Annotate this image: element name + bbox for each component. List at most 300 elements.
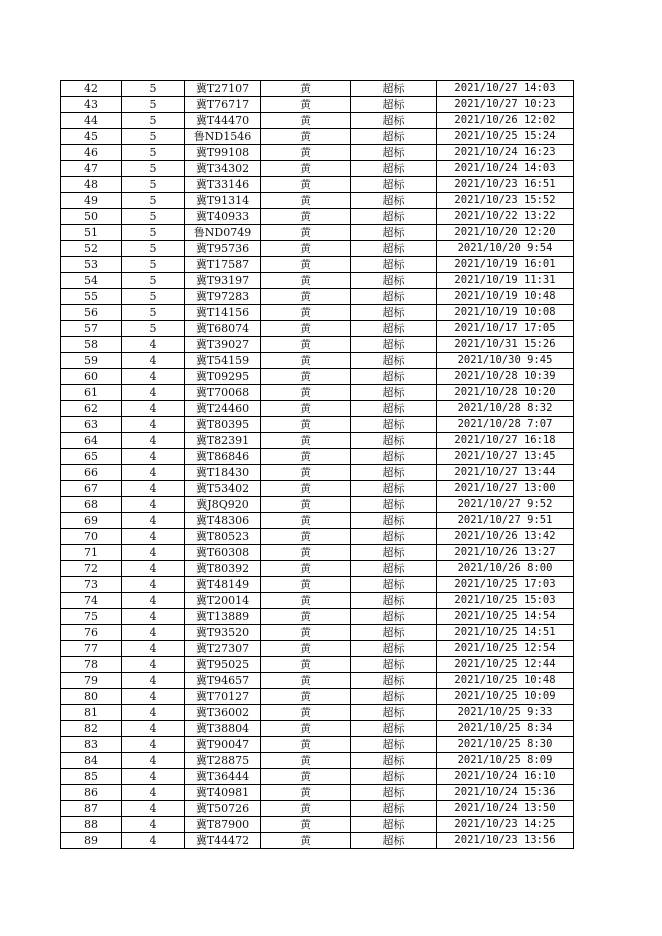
count-cell: 4 bbox=[122, 497, 185, 513]
plate-color-cell: 黄 bbox=[261, 689, 351, 705]
plate-number-cell: 冀T70068 bbox=[185, 385, 261, 401]
plate-color-cell: 黄 bbox=[261, 545, 351, 561]
count-cell: 5 bbox=[122, 81, 185, 97]
count-cell: 5 bbox=[122, 273, 185, 289]
plate-number-cell: 冀T97283 bbox=[185, 289, 261, 305]
table-row bbox=[61, 161, 574, 177]
datetime-cell: 2021/10/27 9:51 bbox=[437, 513, 574, 529]
datetime-cell: 2021/10/25 17:03 bbox=[437, 577, 574, 593]
table-row bbox=[61, 657, 574, 673]
table-row bbox=[61, 593, 574, 609]
status-cell: 超标 bbox=[351, 737, 437, 753]
status-cell: 超标 bbox=[351, 321, 437, 337]
datetime-cell: 2021/10/25 12:54 bbox=[437, 641, 574, 657]
row-number-cell: 85 bbox=[61, 769, 122, 785]
count-cell: 4 bbox=[122, 449, 185, 465]
row-number-cell: 68 bbox=[61, 497, 122, 513]
plate-number-cell: 冀T80395 bbox=[185, 417, 261, 433]
plate-color-cell: 黄 bbox=[261, 113, 351, 129]
table-row bbox=[61, 289, 574, 305]
datetime-cell: 2021/10/22 13:22 bbox=[437, 209, 574, 225]
table-row bbox=[61, 513, 574, 529]
status-cell: 超标 bbox=[351, 465, 437, 481]
count-cell: 4 bbox=[122, 545, 185, 561]
plate-number-cell: 冀T34302 bbox=[185, 161, 261, 177]
count-cell: 5 bbox=[122, 129, 185, 145]
datetime-cell: 2021/10/27 14:03 bbox=[437, 81, 574, 97]
row-number-cell: 43 bbox=[61, 97, 122, 113]
datetime-cell: 2021/10/25 8:30 bbox=[437, 737, 574, 753]
plate-number-cell: 冀T86846 bbox=[185, 449, 261, 465]
table-row bbox=[61, 369, 574, 385]
datetime-cell: 2021/10/25 10:09 bbox=[437, 689, 574, 705]
plate-number-cell: 冀T09295 bbox=[185, 369, 261, 385]
datetime-cell: 2021/10/28 8:32 bbox=[437, 401, 574, 417]
plate-color-cell: 黄 bbox=[261, 241, 351, 257]
datetime-cell: 2021/10/28 7:07 bbox=[437, 417, 574, 433]
status-cell: 超标 bbox=[351, 113, 437, 129]
table-row bbox=[61, 177, 574, 193]
datetime-cell: 2021/10/25 12:44 bbox=[437, 657, 574, 673]
count-cell: 4 bbox=[122, 753, 185, 769]
plate-color-cell: 黄 bbox=[261, 465, 351, 481]
datetime-cell: 2021/10/25 14:54 bbox=[437, 609, 574, 625]
table-row bbox=[61, 433, 574, 449]
status-cell: 超标 bbox=[351, 705, 437, 721]
status-cell: 超标 bbox=[351, 513, 437, 529]
plate-color-cell: 黄 bbox=[261, 529, 351, 545]
row-number-cell: 62 bbox=[61, 401, 122, 417]
plate-color-cell: 黄 bbox=[261, 145, 351, 161]
plate-number-cell: 冀T39027 bbox=[185, 337, 261, 353]
row-number-cell: 82 bbox=[61, 721, 122, 737]
plate-color-cell: 黄 bbox=[261, 673, 351, 689]
table-row bbox=[61, 193, 574, 209]
plate-color-cell: 黄 bbox=[261, 817, 351, 833]
datetime-cell: 2021/10/23 15:52 bbox=[437, 193, 574, 209]
row-number-cell: 49 bbox=[61, 193, 122, 209]
status-cell: 超标 bbox=[351, 129, 437, 145]
row-number-cell: 59 bbox=[61, 353, 122, 369]
plate-color-cell: 黄 bbox=[261, 401, 351, 417]
plate-color-cell: 黄 bbox=[261, 705, 351, 721]
table-row bbox=[61, 609, 574, 625]
count-cell: 5 bbox=[122, 321, 185, 337]
plate-number-cell: 冀T38804 bbox=[185, 721, 261, 737]
plate-number-cell: 冀T70127 bbox=[185, 689, 261, 705]
plate-number-cell: 冀T93197 bbox=[185, 273, 261, 289]
status-cell: 超标 bbox=[351, 369, 437, 385]
table-row bbox=[61, 721, 574, 737]
row-number-cell: 65 bbox=[61, 449, 122, 465]
status-cell: 超标 bbox=[351, 545, 437, 561]
status-cell: 超标 bbox=[351, 609, 437, 625]
row-number-cell: 86 bbox=[61, 785, 122, 801]
plate-color-cell: 黄 bbox=[261, 369, 351, 385]
status-cell: 超标 bbox=[351, 161, 437, 177]
plate-number-cell: 冀T33146 bbox=[185, 177, 261, 193]
count-cell: 4 bbox=[122, 689, 185, 705]
status-cell: 超标 bbox=[351, 193, 437, 209]
datetime-cell: 2021/10/25 8:34 bbox=[437, 721, 574, 737]
status-cell: 超标 bbox=[351, 305, 437, 321]
status-cell: 超标 bbox=[351, 241, 437, 257]
count-cell: 5 bbox=[122, 113, 185, 129]
datetime-cell: 2021/10/26 12:02 bbox=[437, 113, 574, 129]
plate-color-cell: 黄 bbox=[261, 737, 351, 753]
count-cell: 4 bbox=[122, 561, 185, 577]
plate-number-cell: 冀T14156 bbox=[185, 305, 261, 321]
datetime-cell: 2021/10/28 10:20 bbox=[437, 385, 574, 401]
count-cell: 4 bbox=[122, 353, 185, 369]
count-cell: 5 bbox=[122, 241, 185, 257]
plate-number-cell: 冀T87900 bbox=[185, 817, 261, 833]
plate-number-cell: 冀T60308 bbox=[185, 545, 261, 561]
plate-color-cell: 黄 bbox=[261, 209, 351, 225]
row-number-cell: 66 bbox=[61, 465, 122, 481]
plate-number-cell: 冀T99108 bbox=[185, 145, 261, 161]
table-row bbox=[61, 97, 574, 113]
row-number-cell: 77 bbox=[61, 641, 122, 657]
plate-number-cell: 冀T93520 bbox=[185, 625, 261, 641]
datetime-cell: 2021/10/27 10:23 bbox=[437, 97, 574, 113]
status-cell: 超标 bbox=[351, 593, 437, 609]
datetime-cell: 2021/10/25 14:51 bbox=[437, 625, 574, 641]
plate-color-cell: 黄 bbox=[261, 353, 351, 369]
row-number-cell: 46 bbox=[61, 145, 122, 161]
plate-number-cell: 冀T40933 bbox=[185, 209, 261, 225]
count-cell: 4 bbox=[122, 673, 185, 689]
datetime-cell: 2021/10/23 14:25 bbox=[437, 817, 574, 833]
row-number-cell: 44 bbox=[61, 113, 122, 129]
table-row bbox=[61, 81, 574, 97]
datetime-cell: 2021/10/25 15:24 bbox=[437, 129, 574, 145]
row-number-cell: 64 bbox=[61, 433, 122, 449]
status-cell: 超标 bbox=[351, 833, 437, 849]
plate-number-cell: 冀T17587 bbox=[185, 257, 261, 273]
datetime-cell: 2021/10/19 16:01 bbox=[437, 257, 574, 273]
datetime-cell: 2021/10/26 13:42 bbox=[437, 529, 574, 545]
plate-color-cell: 黄 bbox=[261, 289, 351, 305]
count-cell: 4 bbox=[122, 577, 185, 593]
row-number-cell: 72 bbox=[61, 561, 122, 577]
table-row bbox=[61, 817, 574, 833]
plate-number-cell: 冀T50726 bbox=[185, 801, 261, 817]
plate-color-cell: 黄 bbox=[261, 193, 351, 209]
count-cell: 4 bbox=[122, 529, 185, 545]
count-cell: 4 bbox=[122, 657, 185, 673]
table-row bbox=[61, 481, 574, 497]
data-table bbox=[60, 80, 574, 849]
row-number-cell: 61 bbox=[61, 385, 122, 401]
count-cell: 5 bbox=[122, 257, 185, 273]
row-number-cell: 88 bbox=[61, 817, 122, 833]
plate-color-cell: 黄 bbox=[261, 609, 351, 625]
table-body bbox=[61, 81, 574, 849]
count-cell: 4 bbox=[122, 641, 185, 657]
table-row bbox=[61, 753, 574, 769]
plate-number-cell: 冀T82391 bbox=[185, 433, 261, 449]
datetime-cell: 2021/10/27 13:44 bbox=[437, 465, 574, 481]
count-cell: 5 bbox=[122, 209, 185, 225]
table-row bbox=[61, 417, 574, 433]
status-cell: 超标 bbox=[351, 657, 437, 673]
plate-color-cell: 黄 bbox=[261, 481, 351, 497]
row-number-cell: 79 bbox=[61, 673, 122, 689]
plate-color-cell: 黄 bbox=[261, 497, 351, 513]
plate-color-cell: 黄 bbox=[261, 449, 351, 465]
status-cell: 超标 bbox=[351, 81, 437, 97]
datetime-cell: 2021/10/20 9:54 bbox=[437, 241, 574, 257]
plate-number-cell: 冀T95025 bbox=[185, 657, 261, 673]
count-cell: 4 bbox=[122, 817, 185, 833]
plate-number-cell: 冀T54159 bbox=[185, 353, 261, 369]
table-row bbox=[61, 225, 574, 241]
count-cell: 4 bbox=[122, 721, 185, 737]
datetime-cell: 2021/10/24 16:23 bbox=[437, 145, 574, 161]
status-cell: 超标 bbox=[351, 273, 437, 289]
plate-color-cell: 黄 bbox=[261, 657, 351, 673]
table-row bbox=[61, 497, 574, 513]
row-number-cell: 78 bbox=[61, 657, 122, 673]
plate-color-cell: 黄 bbox=[261, 321, 351, 337]
plate-number-cell: 冀T28875 bbox=[185, 753, 261, 769]
plate-color-cell: 黄 bbox=[261, 721, 351, 737]
status-cell: 超标 bbox=[351, 753, 437, 769]
plate-color-cell: 黄 bbox=[261, 641, 351, 657]
plate-color-cell: 黄 bbox=[261, 753, 351, 769]
plate-number-cell: 冀T95736 bbox=[185, 241, 261, 257]
row-number-cell: 60 bbox=[61, 369, 122, 385]
row-number-cell: 81 bbox=[61, 705, 122, 721]
datetime-cell: 2021/10/27 13:00 bbox=[437, 481, 574, 497]
count-cell: 4 bbox=[122, 481, 185, 497]
datetime-cell: 2021/10/25 15:03 bbox=[437, 593, 574, 609]
datetime-cell: 2021/10/17 17:05 bbox=[437, 321, 574, 337]
table-row bbox=[61, 401, 574, 417]
plate-number-cell: 冀T90047 bbox=[185, 737, 261, 753]
status-cell: 超标 bbox=[351, 769, 437, 785]
plate-color-cell: 黄 bbox=[261, 801, 351, 817]
table-row bbox=[61, 785, 574, 801]
status-cell: 超标 bbox=[351, 225, 437, 241]
count-cell: 4 bbox=[122, 833, 185, 849]
plate-number-cell: 冀T53402 bbox=[185, 481, 261, 497]
status-cell: 超标 bbox=[351, 625, 437, 641]
table-row bbox=[61, 337, 574, 353]
count-cell: 5 bbox=[122, 161, 185, 177]
datetime-cell: 2021/10/26 8:00 bbox=[437, 561, 574, 577]
plate-color-cell: 黄 bbox=[261, 513, 351, 529]
count-cell: 4 bbox=[122, 385, 185, 401]
datetime-cell: 2021/10/27 13:45 bbox=[437, 449, 574, 465]
datetime-cell: 2021/10/27 16:18 bbox=[437, 433, 574, 449]
table-row bbox=[61, 833, 574, 849]
datetime-cell: 2021/10/26 13:27 bbox=[437, 545, 574, 561]
plate-color-cell: 黄 bbox=[261, 337, 351, 353]
row-number-cell: 45 bbox=[61, 129, 122, 145]
status-cell: 超标 bbox=[351, 497, 437, 513]
status-cell: 超标 bbox=[351, 177, 437, 193]
row-number-cell: 67 bbox=[61, 481, 122, 497]
table-row bbox=[61, 129, 574, 145]
table-row bbox=[61, 737, 574, 753]
count-cell: 5 bbox=[122, 193, 185, 209]
plate-number-cell: 鲁ND1546 bbox=[185, 129, 261, 145]
count-cell: 4 bbox=[122, 785, 185, 801]
table-row bbox=[61, 673, 574, 689]
status-cell: 超标 bbox=[351, 417, 437, 433]
row-number-cell: 55 bbox=[61, 289, 122, 305]
row-number-cell: 70 bbox=[61, 529, 122, 545]
table-row bbox=[61, 305, 574, 321]
plate-number-cell: 冀T68074 bbox=[185, 321, 261, 337]
plate-number-cell: 冀T48306 bbox=[185, 513, 261, 529]
row-number-cell: 71 bbox=[61, 545, 122, 561]
table-row bbox=[61, 273, 574, 289]
plate-number-cell: 冀T94657 bbox=[185, 673, 261, 689]
plate-color-cell: 黄 bbox=[261, 161, 351, 177]
table-row bbox=[61, 257, 574, 273]
table-row bbox=[61, 449, 574, 465]
table-row bbox=[61, 561, 574, 577]
row-number-cell: 54 bbox=[61, 273, 122, 289]
plate-color-cell: 黄 bbox=[261, 273, 351, 289]
plate-color-cell: 黄 bbox=[261, 577, 351, 593]
plate-color-cell: 黄 bbox=[261, 81, 351, 97]
count-cell: 4 bbox=[122, 417, 185, 433]
datetime-cell: 2021/10/24 14:03 bbox=[437, 161, 574, 177]
count-cell: 4 bbox=[122, 433, 185, 449]
datetime-cell: 2021/10/19 11:31 bbox=[437, 273, 574, 289]
row-number-cell: 83 bbox=[61, 737, 122, 753]
table-row bbox=[61, 689, 574, 705]
status-cell: 超标 bbox=[351, 257, 437, 273]
row-number-cell: 58 bbox=[61, 337, 122, 353]
plate-number-cell: 冀T80523 bbox=[185, 529, 261, 545]
status-cell: 超标 bbox=[351, 577, 437, 593]
row-number-cell: 48 bbox=[61, 177, 122, 193]
status-cell: 超标 bbox=[351, 385, 437, 401]
status-cell: 超标 bbox=[351, 401, 437, 417]
plate-color-cell: 黄 bbox=[261, 593, 351, 609]
row-number-cell: 80 bbox=[61, 689, 122, 705]
datetime-cell: 2021/10/30 9:45 bbox=[437, 353, 574, 369]
plate-color-cell: 黄 bbox=[261, 833, 351, 849]
status-cell: 超标 bbox=[351, 801, 437, 817]
plate-color-cell: 黄 bbox=[261, 385, 351, 401]
datetime-cell: 2021/10/25 8:09 bbox=[437, 753, 574, 769]
plate-color-cell: 黄 bbox=[261, 129, 351, 145]
datetime-cell: 2021/10/24 16:10 bbox=[437, 769, 574, 785]
status-cell: 超标 bbox=[351, 785, 437, 801]
plate-color-cell: 黄 bbox=[261, 225, 351, 241]
plate-color-cell: 黄 bbox=[261, 177, 351, 193]
row-number-cell: 63 bbox=[61, 417, 122, 433]
count-cell: 5 bbox=[122, 145, 185, 161]
count-cell: 4 bbox=[122, 513, 185, 529]
datetime-cell: 2021/10/19 10:08 bbox=[437, 305, 574, 321]
plate-number-cell: 冀T18430 bbox=[185, 465, 261, 481]
status-cell: 超标 bbox=[351, 817, 437, 833]
row-number-cell: 53 bbox=[61, 257, 122, 273]
plate-number-cell: 冀T36002 bbox=[185, 705, 261, 721]
datetime-cell: 2021/10/31 15:26 bbox=[437, 337, 574, 353]
table-row bbox=[61, 801, 574, 817]
datetime-cell: 2021/10/25 9:33 bbox=[437, 705, 574, 721]
count-cell: 5 bbox=[122, 305, 185, 321]
status-cell: 超标 bbox=[351, 353, 437, 369]
plate-number-cell: 冀J8Q920 bbox=[185, 497, 261, 513]
row-number-cell: 73 bbox=[61, 577, 122, 593]
count-cell: 5 bbox=[122, 225, 185, 241]
plate-number-cell: 冀T20014 bbox=[185, 593, 261, 609]
count-cell: 4 bbox=[122, 705, 185, 721]
table-row bbox=[61, 641, 574, 657]
status-cell: 超标 bbox=[351, 689, 437, 705]
plate-number-cell: 冀T80392 bbox=[185, 561, 261, 577]
datetime-cell: 2021/10/20 12:20 bbox=[437, 225, 574, 241]
row-number-cell: 74 bbox=[61, 593, 122, 609]
row-number-cell: 87 bbox=[61, 801, 122, 817]
plate-number-cell: 冀T44470 bbox=[185, 113, 261, 129]
status-cell: 超标 bbox=[351, 641, 437, 657]
table-row bbox=[61, 321, 574, 337]
plate-color-cell: 黄 bbox=[261, 785, 351, 801]
status-cell: 超标 bbox=[351, 337, 437, 353]
status-cell: 超标 bbox=[351, 721, 437, 737]
row-number-cell: 76 bbox=[61, 625, 122, 641]
datetime-cell: 2021/10/19 10:48 bbox=[437, 289, 574, 305]
status-cell: 超标 bbox=[351, 673, 437, 689]
row-number-cell: 51 bbox=[61, 225, 122, 241]
status-cell: 超标 bbox=[351, 449, 437, 465]
plate-color-cell: 黄 bbox=[261, 417, 351, 433]
table-row bbox=[61, 625, 574, 641]
table-row bbox=[61, 385, 574, 401]
datetime-cell: 2021/10/24 13:50 bbox=[437, 801, 574, 817]
count-cell: 4 bbox=[122, 769, 185, 785]
plate-color-cell: 黄 bbox=[261, 561, 351, 577]
plate-color-cell: 黄 bbox=[261, 97, 351, 113]
datetime-cell: 2021/10/25 10:48 bbox=[437, 673, 574, 689]
row-number-cell: 47 bbox=[61, 161, 122, 177]
table-row bbox=[61, 577, 574, 593]
plate-color-cell: 黄 bbox=[261, 305, 351, 321]
status-cell: 超标 bbox=[351, 209, 437, 225]
plate-color-cell: 黄 bbox=[261, 625, 351, 641]
table-row bbox=[61, 353, 574, 369]
status-cell: 超标 bbox=[351, 433, 437, 449]
status-cell: 超标 bbox=[351, 145, 437, 161]
table-row bbox=[61, 545, 574, 561]
count-cell: 4 bbox=[122, 337, 185, 353]
plate-number-cell: 冀T48149 bbox=[185, 577, 261, 593]
count-cell: 4 bbox=[122, 369, 185, 385]
row-number-cell: 56 bbox=[61, 305, 122, 321]
plate-number-cell: 冀T76717 bbox=[185, 97, 261, 113]
count-cell: 4 bbox=[122, 801, 185, 817]
datetime-cell: 2021/10/23 16:51 bbox=[437, 177, 574, 193]
datetime-cell: 2021/10/23 13:56 bbox=[437, 833, 574, 849]
count-cell: 4 bbox=[122, 625, 185, 641]
plate-color-cell: 黄 bbox=[261, 433, 351, 449]
plate-number-cell: 鲁ND0749 bbox=[185, 225, 261, 241]
plate-number-cell: 冀T40981 bbox=[185, 785, 261, 801]
count-cell: 5 bbox=[122, 177, 185, 193]
table-row bbox=[61, 465, 574, 481]
count-cell: 4 bbox=[122, 609, 185, 625]
